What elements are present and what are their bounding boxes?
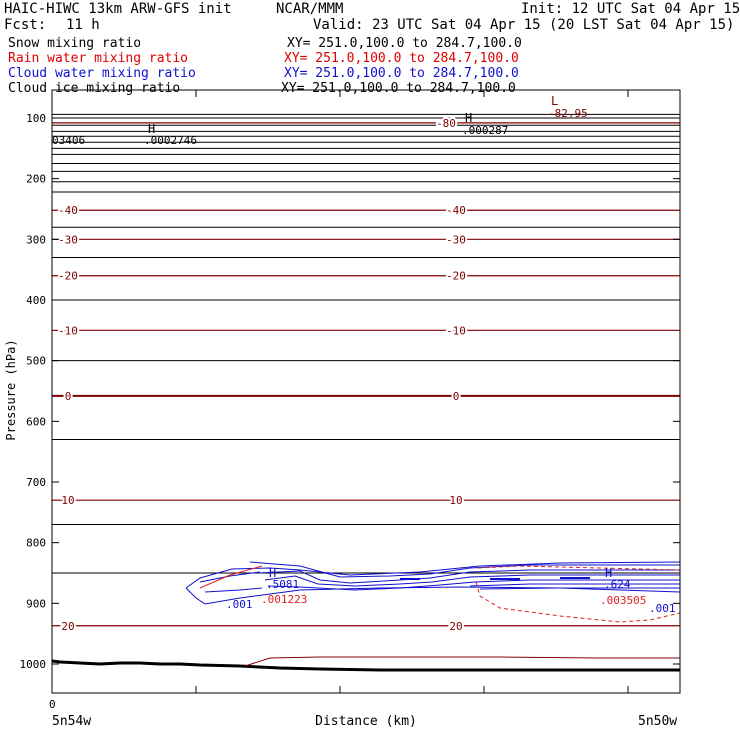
cloud-water-contour-e <box>470 584 680 586</box>
plot-axes <box>52 90 680 693</box>
x-axis-label: Distance (km) <box>315 714 417 729</box>
legend-cloud-water-xy: XY= 251.0,100.0 to 284.7,100.0 <box>284 66 519 81</box>
plot-frame <box>52 90 680 693</box>
terrain-line <box>52 661 680 670</box>
y-tick-label-0: 100 <box>26 112 46 125</box>
legend-snow-name: Snow mixing ratio <box>8 36 142 51</box>
temperature-contour-label-7-0: 20 <box>61 619 75 633</box>
init-time: Init: 12 UTC Sat 04 Apr 15 <box>521 1 740 17</box>
legend-cloud-ice-xy: XY= 251.0,100.0 to 284.7,100.0 <box>281 81 516 96</box>
terrain-boundary <box>52 657 680 670</box>
temperature-contour-label-4-1: -10 <box>446 324 466 338</box>
temperature-contour-label-5-1: 0 <box>452 389 460 403</box>
legend-rain-name: Rain water mixing ratio <box>8 51 189 66</box>
cloud-min-value-2: .001 <box>649 602 676 615</box>
x-axis-end-location: 5n50w <box>638 714 678 729</box>
temperature-contours <box>52 114 680 632</box>
rain-value-2: .003505 <box>600 594 647 607</box>
high-value-2: .000287 <box>462 124 509 137</box>
y-tick-label-5: 600 <box>26 415 46 429</box>
low-value: -82.95 <box>548 107 588 120</box>
temperature-contour-label-4-0: -10 <box>58 324 78 338</box>
temperature-contour-label-0-0: -80 <box>436 116 456 130</box>
extrema-labels <box>52 94 676 615</box>
x-axis-start-location: 5n54w <box>52 714 92 729</box>
legend-cloud-ice-name: Cloud ice mixing ratio <box>8 81 181 96</box>
high-marker-2: H <box>465 111 473 125</box>
organization-label: NCAR/MMM <box>276 1 344 17</box>
cloud-high-marker-2: H <box>605 566 613 580</box>
temperature-contour-label-2-1: -30 <box>446 233 466 247</box>
rain-contour-2 <box>478 566 680 570</box>
high-value-1: .0002746 <box>144 134 197 147</box>
x-axis-ticks <box>52 90 628 693</box>
cloud-water-contour-h <box>205 588 262 592</box>
y-axis-label: Pressure (hPa) <box>4 339 18 441</box>
legend-snow-xy: XY= 251.0,100.0 to 284.7,100.0 <box>287 36 522 51</box>
legend-rain-xy: XY= 251.0,100.0 to 284.7,100.0 <box>284 51 519 66</box>
temperature-contour-label-7-1: 20 <box>449 619 463 633</box>
legend-cloud-water-name: Cloud water mixing ratio <box>8 66 196 81</box>
low-marker: L <box>551 94 559 108</box>
y-tick-label-9: 1000 <box>19 658 46 671</box>
y-tick-label-8: 900 <box>26 597 46 611</box>
y-tick-label-1: 200 <box>26 172 46 186</box>
x-tick-zero: 0 <box>49 698 56 711</box>
y-tick-label-3: 400 <box>26 294 46 307</box>
cloud-min-value-1: .001 <box>226 598 253 611</box>
forecast-label: Fcst: <box>4 17 47 33</box>
forecast-hours: 11 h <box>66 17 100 33</box>
y-tick-label-2: 300 <box>26 233 46 247</box>
temperature-contour-label-6-0: 10 <box>61 494 75 508</box>
plot-title: HAIC-HIWC 13km ARW-GFS init <box>4 1 232 17</box>
temperature-contour-label-2-0: -30 <box>58 233 78 247</box>
temperature-contour-label-1-1: -40 <box>446 204 466 218</box>
cloud-high-value-2: .624 <box>604 578 631 591</box>
temperature-contour-label-3-1: -20 <box>446 269 466 283</box>
cloud-high-value-1: .5081 <box>266 578 300 591</box>
temperature-contour-label-1-0: -40 <box>58 204 78 218</box>
y-tick-label-7: 800 <box>26 536 46 550</box>
edge-value: 03406 <box>52 134 86 147</box>
temperature-contour-label-6-1: 10 <box>449 494 463 508</box>
cloud-high-marker-1: H <box>269 566 277 580</box>
temperature-contour-label-3-0: -20 <box>58 269 78 283</box>
terrain-contour-upper <box>245 657 680 666</box>
high-marker-1: H <box>148 122 156 136</box>
temperature-contour-label-5-0: 0 <box>64 389 72 403</box>
valid-time: Valid: 23 UTC Sat 04 Apr 15 (20 LST Sat 04 Apr 15) <box>313 17 735 33</box>
y-tick-label-6: 700 <box>26 476 46 489</box>
y-axis-ticks <box>20 112 681 671</box>
y-tick-label-4: 500 <box>26 354 46 368</box>
rain-value-1: .001223 <box>261 593 308 606</box>
